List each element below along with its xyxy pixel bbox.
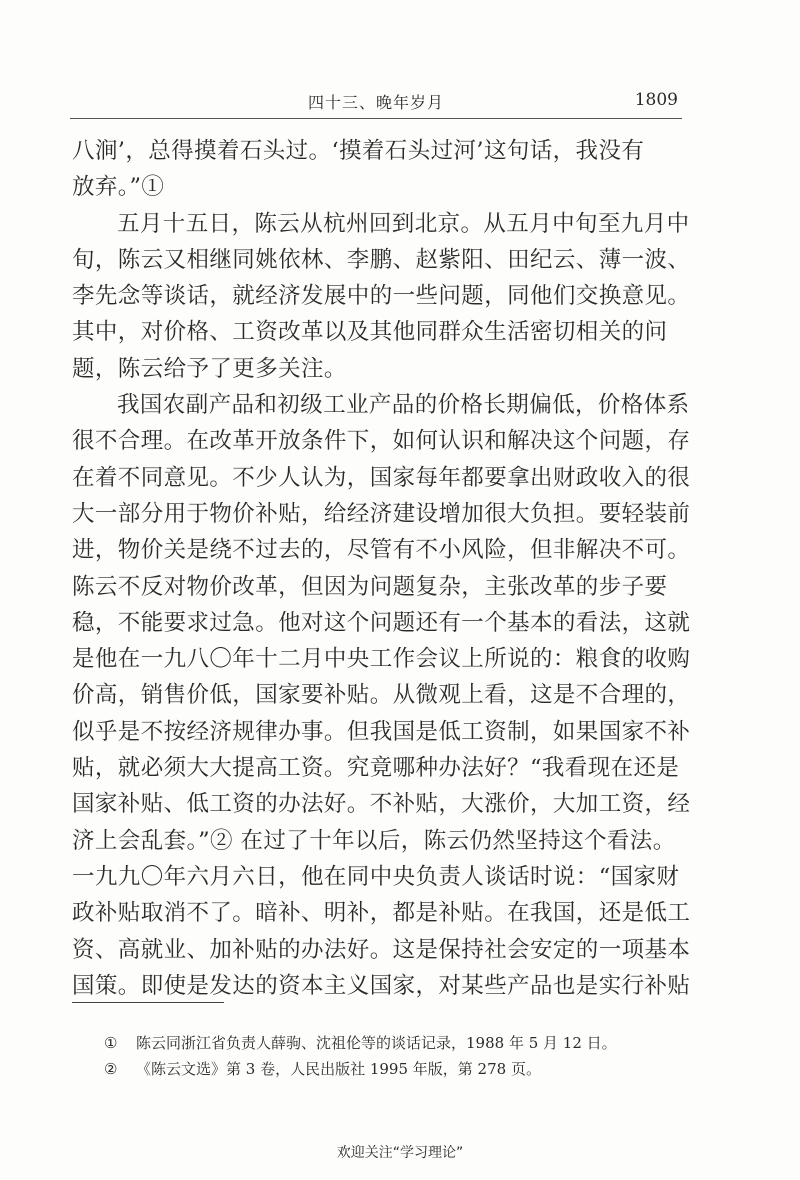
chapter-title: 四十三、晚年岁月 <box>307 93 444 112</box>
text-line: 似乎是不按经济规律办事。但我国是低工资制，如果国家不补 <box>72 718 691 745</box>
text-line: 国策。即使是发达的资本主义国家，对某些产品也是实行补贴 <box>72 972 691 999</box>
text-line: 是他在一九八〇年十二月中央工作会议上所说的：粮食的收购 <box>72 646 691 673</box>
text-line: 贴，就必须大大提高工资。究竟哪种办法好？“我看现在还是 <box>72 755 680 782</box>
text-line: 大一部分用于物价补贴，给经济建设增加很大负担。要轻装前 <box>72 500 691 527</box>
running-header <box>70 88 682 119</box>
footnote-text: 陈云同浙江省负责人薛驹、沈祖伦等的谈话记录，1988 年 5 月 12 日。 <box>136 1034 617 1052</box>
text-line: 放弃。”① <box>72 174 165 201</box>
text-line: 陈云不反对物价改革，但因为问题复杂，主张改革的步子要 <box>72 573 668 600</box>
text-line: 价高，销售价低，国家要补贴。从微观上看，这是不合理的， <box>72 682 691 709</box>
footnote-divider <box>72 1002 224 1003</box>
footnote-mark: ① <box>104 1034 118 1052</box>
text-line: 题，陈云给予了更多关注。 <box>72 355 347 382</box>
footnote-mark: ② <box>104 1060 118 1078</box>
text-line: 济上会乱套。”② 在过了十年以后，陈云仍然坚持这个看法。 <box>72 827 676 854</box>
text-line: 在着不同意见。不少人认为，国家每年都要拿出财政收入的很 <box>72 464 691 491</box>
text-line: 很不合理。在改革开放条件下，如何认识和解决这个问题，存 <box>72 428 691 455</box>
footnote <box>104 1030 704 1056</box>
text-line: 五月十五日，陈云从杭州回到北京。从五月中旬至九月中 <box>117 210 690 237</box>
text-line: 一九九〇年六月六日，他在同中央负责人谈话时说：“国家财 <box>72 863 680 890</box>
page-number: 1809 <box>634 90 678 110</box>
footer-caption: 欢迎关注“学习理论” <box>336 1145 464 1161</box>
footnotes <box>104 1030 704 1082</box>
text-line: 资、高就业、加补贴的办法好。这是保持社会安定的一项基本 <box>72 936 691 963</box>
text-line: 其中，对价格、工资改革以及其他同群众生活密切相关的问 <box>72 319 668 346</box>
text-line: 李先念等谈话，就经济发展中的一些问题，同他们交换意见。 <box>72 283 691 310</box>
footnote <box>104 1056 704 1082</box>
footnote-text: 《陈云文选》第 3 卷，人民出版社 1995 年版，第 278 页。 <box>136 1060 541 1078</box>
text-line: 政补贴取消不了。暗补、明补，都是补贴。在我国，还是低工 <box>72 900 691 927</box>
text-line: 进，物价关是绕不过去的，尽管有不小风险，但非解决不可。 <box>72 537 691 564</box>
text-line: 稳，不能要求过急。他对这个问题还有一个基本的看法，这就 <box>72 609 691 636</box>
text-line: 旬，陈云又相继同姚依林、李鹏、赵紫阳、田纪云、薄一波、 <box>72 246 691 273</box>
text-line: 我国农副产品和初级工业产品的价格长期偏低，价格体系 <box>117 392 690 419</box>
text-line: 八涧’，总得摸着石头过。‘摸着石头过河’这句话，我没有 <box>72 138 645 164</box>
text-line: 国家补贴、低工资的办法好。不补贴，大涨价，大加工资，经 <box>72 791 691 818</box>
body-text <box>72 133 691 1004</box>
